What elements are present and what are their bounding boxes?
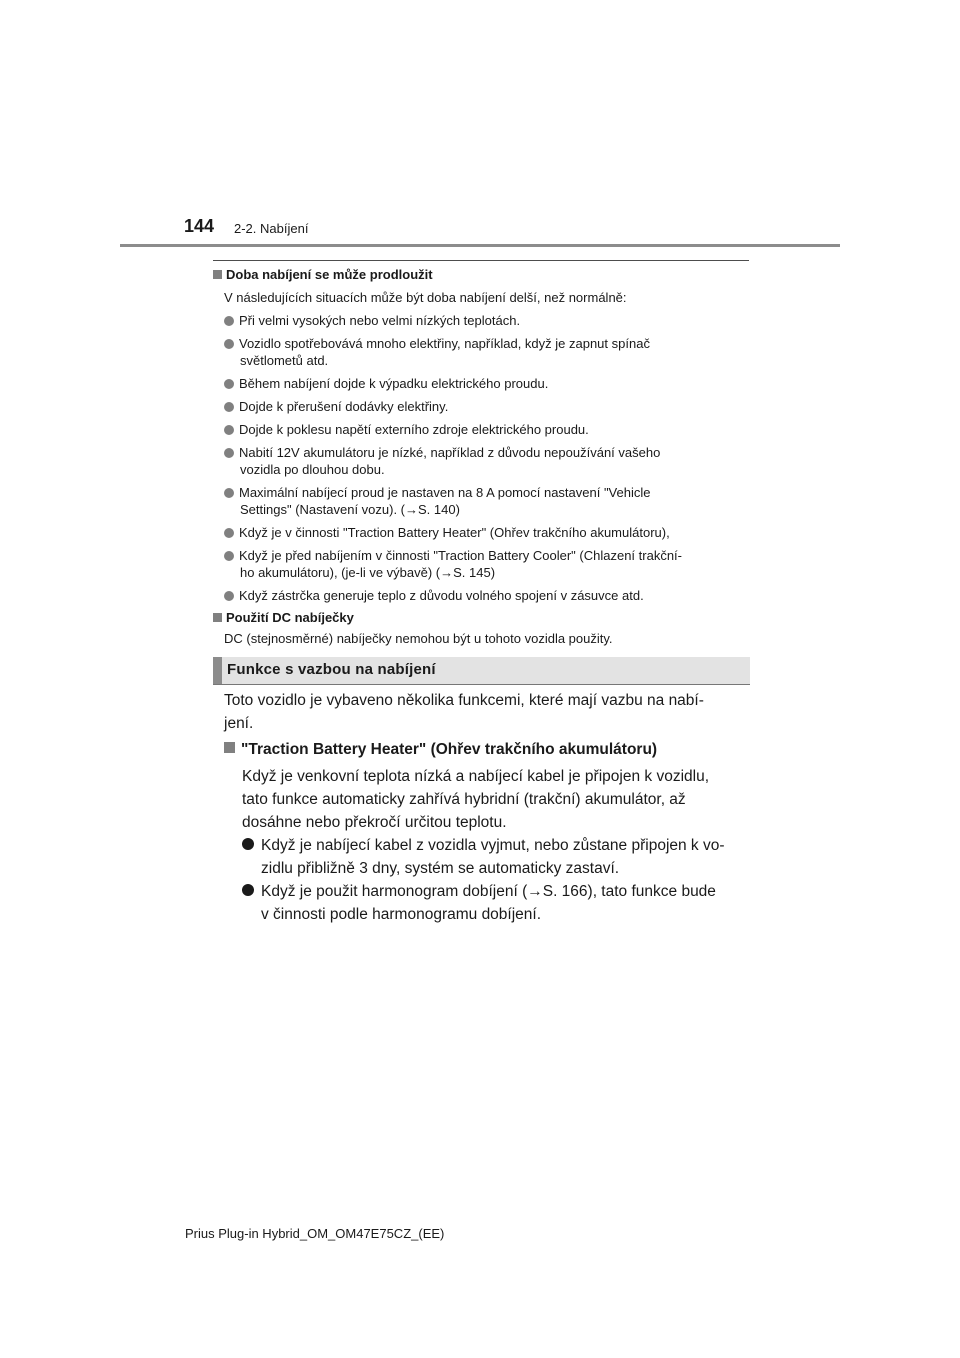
section-divider [213, 260, 749, 261]
circle-bullet-icon [242, 884, 254, 896]
section-heading-bar [213, 657, 750, 685]
circle-bullet-icon [224, 488, 234, 498]
list-item: Maximální nabíjecí proud je nastaven na 8 A pomocí nastavení "Vehicle [224, 484, 749, 502]
list-item: Při velmi vysokých nebo velmi nízkých teplotách. [224, 312, 749, 330]
paragraph-line: Když je venkovní teplota nízká a nabíjecí kabel je připojen k vozidlu, [242, 768, 709, 785]
circle-bullet-icon [224, 379, 234, 389]
circle-bullet-icon [242, 838, 254, 850]
list-item: Dojde k přerušení dodávky elektřiny. [224, 398, 749, 416]
list-item-continuation: světlometů atd. [240, 353, 329, 368]
list-item: Vozidlo spotřebovává mnoho elektřiny, například, když je zapnut spínač [224, 335, 749, 353]
list-item: Když je nabíjecí kabel z vozidla vyjmut, nebo zůstane připojen k vo- [242, 834, 749, 858]
list-item-continuation: Settings" (Nastavení vozu). (→S. 140) [240, 502, 460, 517]
circle-bullet-icon [224, 591, 234, 601]
block-intro: V následujících situacích může být doba nabíjení delší, než normálně: [224, 290, 627, 305]
circle-bullet-icon [224, 425, 234, 435]
circle-bullet-icon [224, 402, 234, 412]
list-item-continuation: zidlu přibližně 3 dny, systém se automaticky zastaví. [261, 860, 620, 877]
circle-bullet-icon [224, 339, 234, 349]
square-bullet-icon [213, 270, 222, 279]
circle-bullet-icon [224, 316, 234, 326]
block-title: Doba nabíjení se může prodloužit [213, 266, 433, 284]
list-item-continuation: ho akumulátoru), (je-li ve výbavě) (→S. 145) [240, 565, 496, 580]
list-item: Když je před nabíjením v činnosti "Traction Battery Cooler" (Chlazení trakční- [224, 547, 754, 565]
page-number: 144 [184, 216, 215, 236]
list-item: Nabití 12V akumulátoru je nízké, například z důvodu nepoužívání vašeho [224, 444, 749, 462]
block-text: DC (stejnosměrné) nabíječky nemohou být u tohoto vozidla použity. [224, 631, 613, 646]
section-reference: 2-2. Nabíjení [234, 221, 309, 236]
circle-bullet-icon [224, 448, 234, 458]
section-intro-line: Toto vozidlo je vybaveno několika funkcemi, které mají vazbu na nabí- [224, 692, 704, 709]
square-bullet-icon [224, 742, 235, 753]
circle-bullet-icon [224, 528, 234, 538]
paragraph-line: dosáhne nebo překročí určitou teplotu. [242, 814, 507, 831]
square-bullet-icon [213, 613, 222, 622]
header-rule [120, 244, 840, 247]
footer-document-id: Prius Plug-in Hybrid_OM_OM47E75CZ_(EE) [185, 1226, 445, 1241]
circle-bullet-icon [224, 551, 234, 561]
subsection-title: "Traction Battery Heater" (Ohřev trakčního akumulátoru) [224, 738, 657, 762]
list-item: Když je použit harmonogram dobíjení (→S. 166), tato funkce bude [242, 880, 749, 904]
paragraph-line: tato funkce automaticky zahřívá hybridní (trakční) akumulátor, až [242, 791, 686, 808]
list-item: Když zástrčka generuje teplo z důvodu volného spojení v zásuvce atd. [224, 587, 749, 605]
list-item: Dojde k poklesu napětí externího zdroje elektrického proudu. [224, 421, 749, 439]
list-item: Během nabíjení dojde k výpadku elektrického proudu. [224, 375, 749, 393]
list-item-continuation: vozidla po dlouhou dobu. [240, 462, 385, 477]
block-title: Použití DC nabíječky [213, 609, 354, 627]
list-item: Když je v činnosti "Traction Battery Heater" (Ohřev trakčního akumulátoru), [224, 524, 749, 542]
section-intro-line: jení. [224, 715, 254, 732]
heading-accent [213, 657, 222, 684]
list-item-continuation: v činnosti podle harmonogramu dobíjení. [261, 906, 542, 923]
section-heading: Funkce s vazbou na nabíjení [227, 661, 436, 678]
